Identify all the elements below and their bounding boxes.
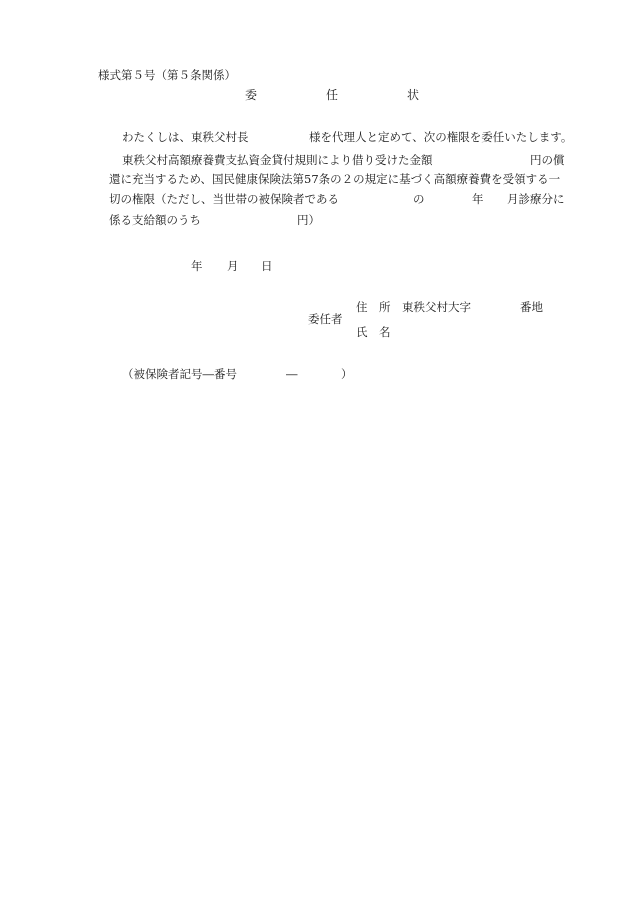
insured-number-prefix: （被保険者記号―番号 — [122, 367, 237, 381]
p2-line4-a: 係る支給額のうち — [109, 213, 201, 227]
p2-line4-b: 円） — [297, 213, 320, 227]
p2-line3-b: の — [413, 192, 425, 206]
form-number: 様式第５号（第５条関係） — [98, 68, 236, 82]
title-char-3: 状 — [407, 88, 420, 102]
p2-line3-d: 月診療分に — [507, 192, 565, 206]
p1-suffix: 様を代理人と定めて、次の権限を委任いたします。 — [309, 130, 573, 144]
delegator-label: 委任者 — [308, 312, 343, 326]
address-value: 東秩父村大字 — [402, 300, 471, 314]
address-label: 住 所 — [356, 300, 391, 314]
p2-line1-b: 円の償 — [530, 153, 565, 167]
p2-line1-a: 東秩父村高額療養費支払資金貸付規則により借り受けた金額 — [122, 153, 433, 167]
p2-line3-c: 年 — [472, 192, 484, 206]
date-day: 日 — [261, 259, 273, 273]
document-title — [0, 88, 630, 104]
name-label: 氏 名 — [356, 325, 391, 339]
address-suffix: 番地 — [520, 300, 543, 314]
title-char-1: 委 — [245, 88, 258, 102]
insured-number-suffix: ） — [341, 367, 353, 381]
date-year: 年 — [191, 259, 203, 273]
insured-number-dash: ― — [286, 367, 298, 381]
title-char-2: 任 — [326, 88, 339, 102]
p2-line2: 還に充当するため、国民健康保険法第57条の２の規定に基づく高額療養費を受領する一 — [109, 172, 561, 186]
p1-prefix: わたくしは、東秩父村長 — [122, 130, 249, 144]
date-month: 月 — [227, 259, 239, 273]
p2-line3-a: 切の権限（ただし、当世帯の被保険者である — [109, 192, 339, 206]
